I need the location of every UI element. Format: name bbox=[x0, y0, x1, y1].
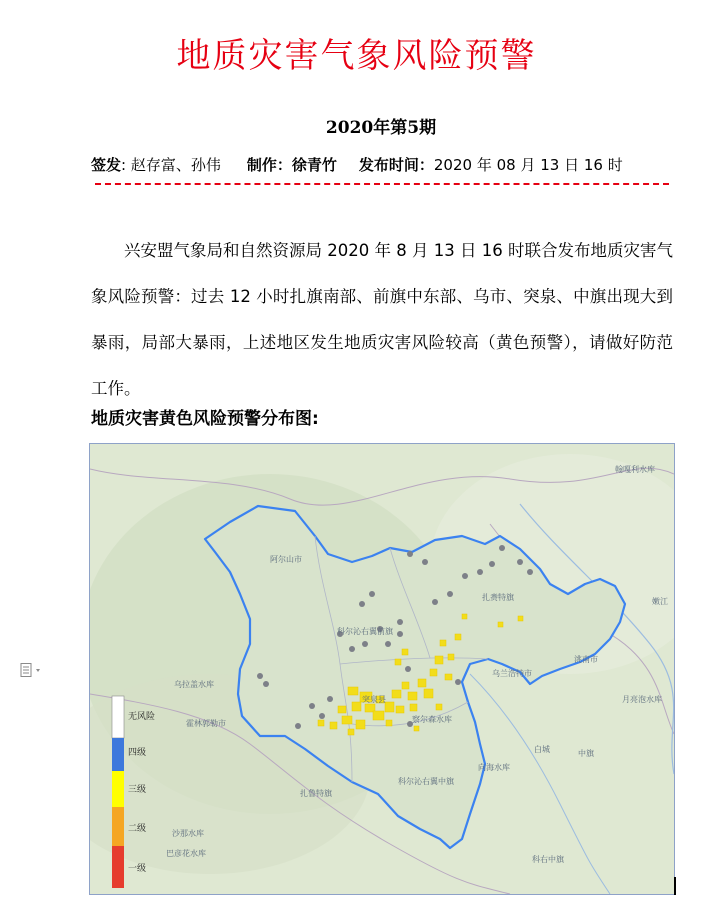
place-label: 洮南市 bbox=[574, 655, 598, 664]
place-label: 沙那水库 bbox=[172, 829, 204, 838]
legend-label: 三级 bbox=[128, 785, 147, 795]
text-cursor bbox=[674, 877, 676, 895]
place-label: 突泉县 bbox=[362, 695, 386, 704]
legend-label: 无风险 bbox=[128, 712, 156, 722]
issue-number: 2020年第5期 bbox=[325, 118, 437, 138]
place-label: 扎鲁特旗 bbox=[300, 789, 332, 798]
publish-label: 发布时间： bbox=[358, 156, 434, 174]
place-label: 白城 bbox=[534, 745, 550, 754]
risk-map bbox=[89, 443, 675, 895]
place-label: 科右中旗 bbox=[532, 855, 564, 864]
place-label: 科尔沁右翼前旗 bbox=[337, 627, 393, 636]
place-label: 乌兰浩特市 bbox=[492, 669, 532, 678]
red-divider bbox=[95, 183, 669, 185]
place-label: 察尔森水库 bbox=[412, 715, 452, 724]
place-label: 霍林郭勒市 bbox=[186, 719, 226, 728]
sign-label: 签发 bbox=[91, 156, 122, 174]
made-value: 徐青竹 bbox=[291, 156, 337, 174]
document-icon[interactable] bbox=[20, 662, 50, 676]
place-label: 嫩江 bbox=[652, 597, 668, 606]
place-label: 向海水库 bbox=[478, 763, 510, 772]
place-label: 阿尔山市 bbox=[270, 555, 302, 564]
place-label: 巴彦花水库 bbox=[166, 849, 206, 858]
place-label: 翰嘎利水库 bbox=[615, 465, 655, 474]
meta-line bbox=[91, 154, 623, 175]
page-title: 地质灾害气象风险预警 bbox=[176, 36, 537, 76]
body-paragraph: 兴安盟气象局和自然资源局 2020 年 8 月 13 日 16 时联合发布地质灾害气象风险预警：过去 12 小时扎旗南部、前旗中东部、乌市、突泉、中旗出现大到暴雨，局部大暴雨，上述地区发生地质灾害风险较高（黄色预警），请做好防范工作。 bbox=[91, 241, 673, 398]
legend-label: 四级 bbox=[128, 748, 147, 758]
place-label: 乌拉盖水库 bbox=[174, 680, 214, 689]
place-label: 中旗 bbox=[578, 749, 594, 758]
place-label: 扎赉特旗 bbox=[482, 593, 514, 602]
made-label: 制作： bbox=[246, 156, 292, 174]
legend-label: 二级 bbox=[128, 824, 147, 834]
legend-label: 一级 bbox=[128, 864, 147, 874]
place-label: 科尔沁右翼中旗 bbox=[398, 777, 454, 786]
map-heading: 地质灾害黄色风险预警分布图: bbox=[91, 409, 319, 429]
publish-value: 2020 年 08 月 13 日 16 时 bbox=[433, 156, 623, 174]
sign-value: : 赵存富、孙伟 bbox=[121, 156, 221, 174]
place-label: 月亮泡水库 bbox=[622, 695, 662, 704]
